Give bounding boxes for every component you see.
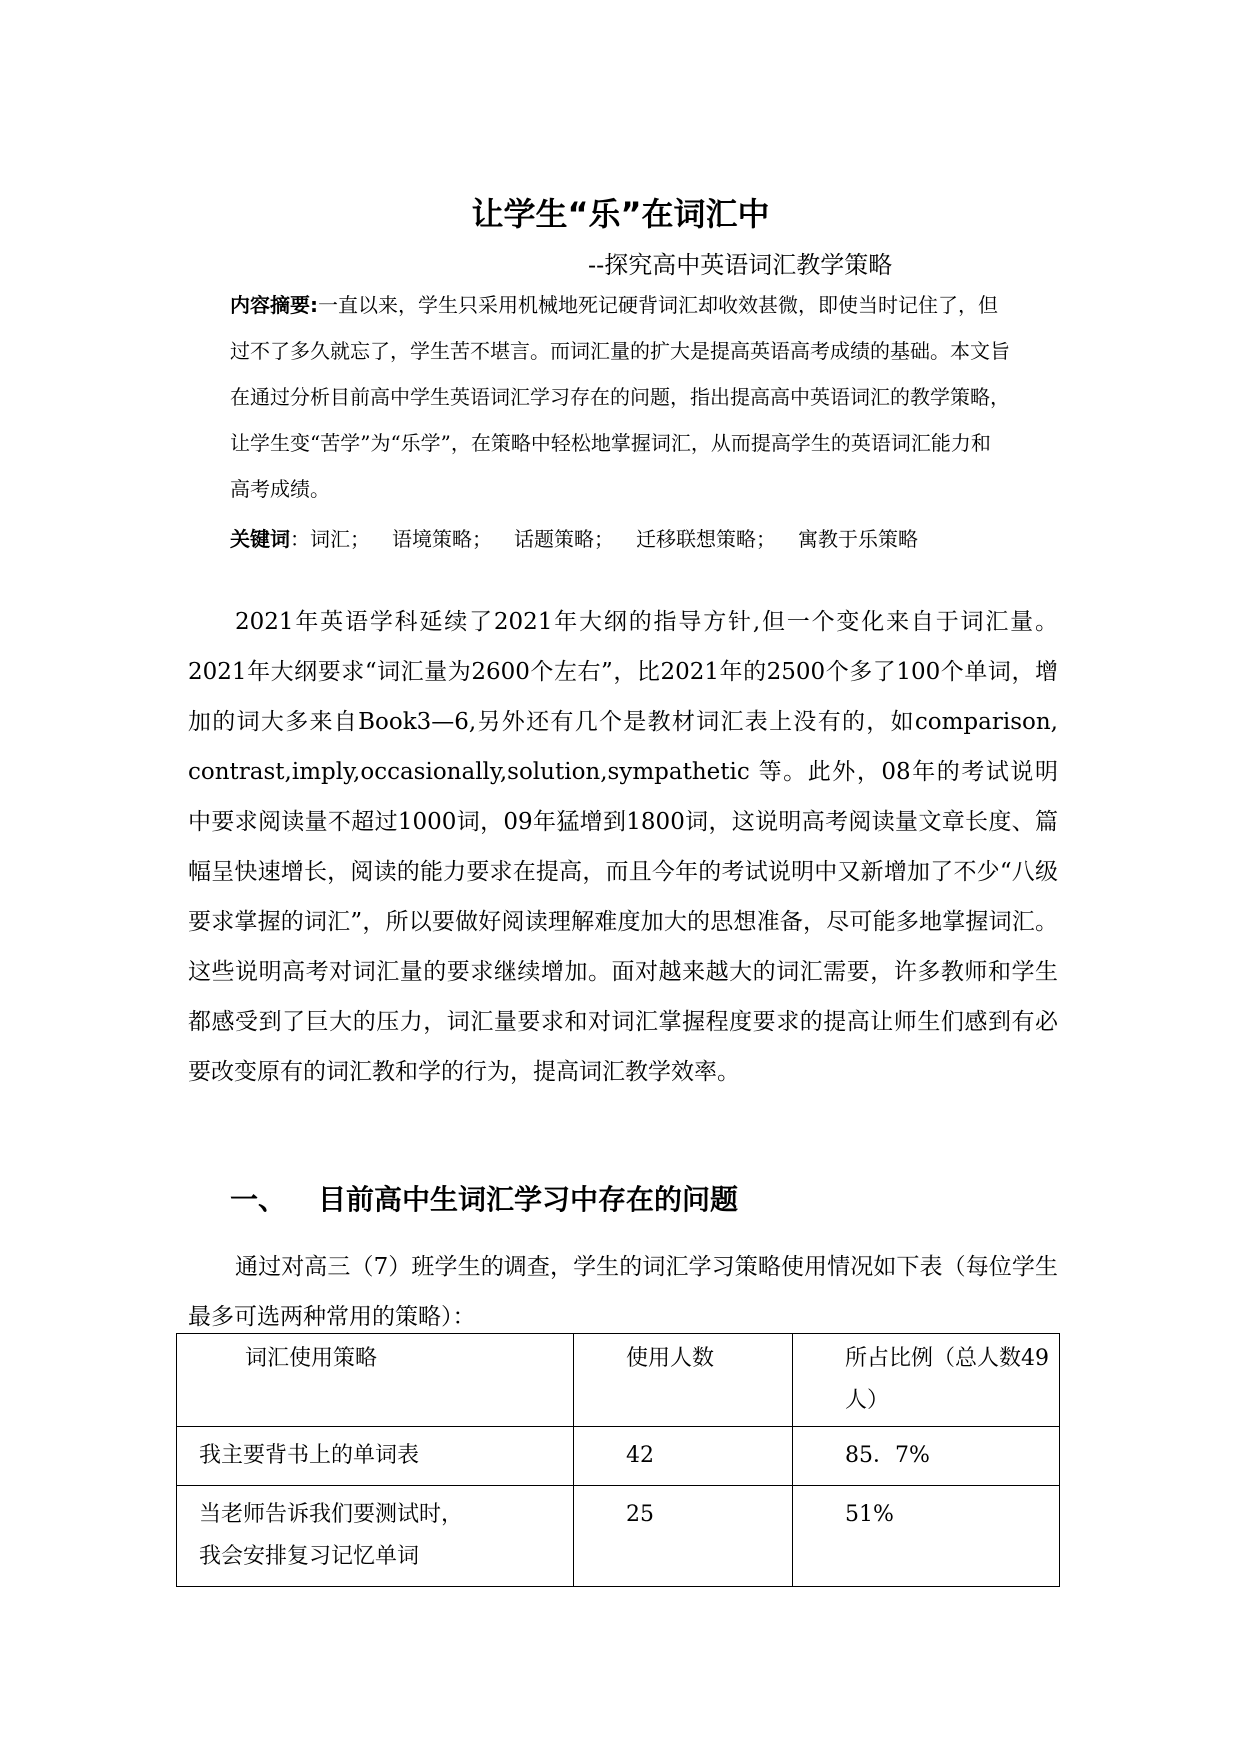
ratio-cell: 51% (793, 1486, 1060, 1587)
section-title: 目前高中生词汇学习中存在的问题 (318, 1183, 739, 1216)
strategy-line: 我会安排复习记忆单词 (199, 1544, 420, 1569)
count-cell: 25 (574, 1486, 793, 1587)
keyword-item: 语境策略； (392, 527, 492, 551)
keywords (230, 522, 940, 556)
survey-table (176, 1333, 1060, 1587)
table-row (177, 1427, 1060, 1486)
abstract-label: 内容摘要: (230, 293, 318, 317)
keyword-item: 迁移联想策略； (636, 527, 776, 551)
section-number: 一、 (230, 1183, 287, 1216)
keyword-item: ：词汇； (290, 527, 370, 551)
body-paragraph: 2021年英语学科延续了2021年大纲的指导方针,但一个变化来自于词汇量。2021年大纲要求“词汇量为2600个左右”，比2021年的2500个多了100个单词，增加的词大多来自Book3—6,另外还有几个是教材词汇表上没有的，如comparison, contrast,imply,occasionally,solution,sympathetic 等。此外，08年的考试说明中要求阅读量不超过1000词，09年猛增到1800词，这说明高考阅读量文章长度、篇幅呈快速增长，阅读的能力要求在提高，而且今年的考试说明中又新增加了不少“八级要求掌握的词汇”，所以要做好阅读理解难度加大的思想准备，尽可能多地掌握词汇。这些说明高考对词汇量的要求继续增加。面对越来越大的词汇需要，许多教师和学生都感受到了巨大的压力，词汇量要求和对词汇掌握程度要求的提高让师生们感到有必要改变原有的词汇教和学的行为，提高词汇教学效率。 (188, 609, 1058, 1085)
section-heading (230, 1180, 738, 1220)
table-header-row (177, 1334, 1060, 1427)
abstract (230, 282, 1010, 512)
keyword-item: 话题策略； (514, 527, 614, 551)
strategy-line: 当老师告诉我们要测试时， (199, 1502, 464, 1527)
table-row (177, 1486, 1060, 1587)
ratio-cell: 85．7% (793, 1427, 1060, 1486)
table-header-cell: 所占比例（总人数49人） (793, 1334, 1060, 1427)
strategy-cell (177, 1486, 574, 1587)
document-title: 让学生“乐”在词汇中 (471, 195, 770, 233)
abstract-text: 一直以来，学生只采用机械地死记硬背词汇却收效甚微，即使当时记住了，但过不了多久就忘了，学生苦不堪言。而词汇量的扩大是提高英语高考成绩的基础。本文旨在通过分析目前高中学生英语词汇学习存在的问题，指出提高高中英语词汇的教学策略，让学生变“苦学”为“乐学”，在策略中轻松地掌握词汇，从而提高学生的英语词汇能力和高考成绩。 (230, 293, 1010, 501)
table-header-cell: 使用人数 (574, 1334, 793, 1427)
section-intro-paragraph: 通过对高三（7）班学生的调查，学生的词汇学习策略使用情况如下表（每位学生最多可选两种常用的策略）： (188, 1254, 1058, 1330)
document-subtitle: --探究高中英语词汇教学策略 (588, 251, 893, 279)
table-header-cell: 词汇使用策略 (177, 1334, 574, 1427)
count-cell: 42 (574, 1427, 793, 1486)
keywords-label: 关键词 (230, 527, 290, 551)
keyword-item: 寓教于乐策略 (798, 527, 918, 551)
strategy-cell: 我主要背书上的单词表 (177, 1427, 574, 1486)
